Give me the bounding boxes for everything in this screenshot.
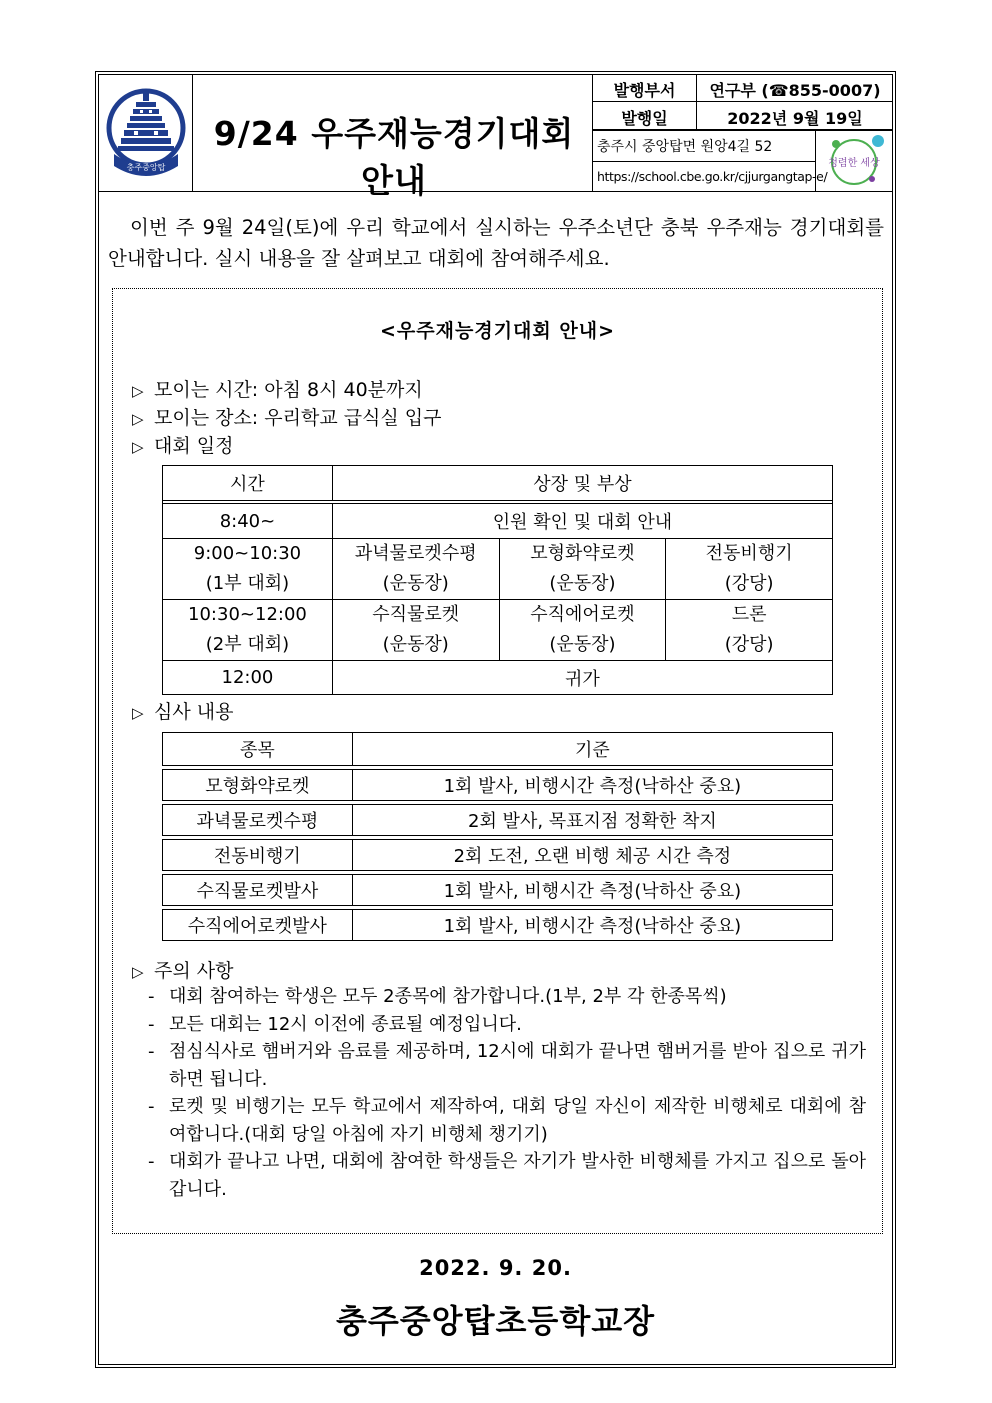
- dept-label: 발행부서: [613, 81, 676, 100]
- table-cell: 전동비행기: [163, 840, 353, 871]
- list-item: - 대회가 끝나고 나면, 대회에 참여한 학생들은 자기가 발사한 비행체를 가지고 집으로 돌아갑니다.: [148, 1151, 866, 1200]
- header-divider: [696, 74, 697, 130]
- judging-table: [162, 732, 833, 941]
- table-row: [163, 600, 833, 661]
- table-cell: 2회 발사, 목표지점 정확한 착지: [352, 805, 832, 836]
- triangle-bullet-icon: ▷: [132, 410, 144, 428]
- table-cell: 10:30~12:00 (2부 대회): [163, 600, 333, 661]
- table-row: [163, 504, 833, 539]
- dept-value: 연구부 (☎855-0007): [709, 81, 881, 100]
- list-item: - 모든 대회는 12시 이전에 종료될 예정입니다.: [148, 1013, 522, 1035]
- table-cell: 전동비행기 (강당): [666, 539, 833, 600]
- school-address: 충주시 중앙탑면 원앙4길 52: [597, 139, 773, 155]
- school-logo-icon: [104, 82, 188, 186]
- triangle-bullet-icon: ▷: [132, 963, 144, 981]
- notes-list: [148, 983, 866, 1203]
- integrity-badge-icon: [822, 132, 888, 188]
- table-row: [163, 770, 833, 801]
- date-label: 발행일: [621, 109, 668, 128]
- bullet-notes: ▷ 주의 사항: [132, 960, 234, 982]
- list-item: - 로켓 및 비행기는 모두 학교에서 제작하여, 대회 당일 자신이 제작한 비행체로 대회에 참여합니다.(대회 당일 아침에 자기 비행체 챙기기): [148, 1096, 866, 1145]
- table-header-cell: 상장 및 부상: [332, 466, 832, 501]
- table-row: [163, 661, 833, 695]
- notice-title: <우주재능경기대회 안내>: [380, 320, 615, 342]
- table-cell: 귀가: [332, 661, 832, 695]
- table-cell: 수직에어로켓발사: [163, 910, 353, 941]
- header-divider: [592, 161, 815, 162]
- table-cell: 1회 발사, 비행시간 측정(낙하산 중요): [352, 875, 832, 906]
- table-row: [163, 539, 833, 600]
- logo-text: 충주중앙탑: [126, 163, 166, 172]
- triangle-bullet-icon: ▷: [132, 704, 144, 722]
- issue-date: 2022. 9. 20.: [419, 1256, 572, 1280]
- schedule-table: [162, 465, 833, 695]
- table-row: [163, 805, 833, 836]
- table-row: [163, 840, 833, 871]
- table-cell: 과녁물로켓수평: [163, 805, 353, 836]
- triangle-bullet-icon: ▷: [132, 438, 144, 456]
- date-value: 2022년 9월 19일: [727, 109, 863, 128]
- table-cell: 수직물로켓발사: [163, 875, 353, 906]
- bullet-time: ▷ 모이는 시간: 아침 8시 40분까지: [132, 379, 423, 401]
- table-cell: 1회 발사, 비행시간 측정(낙하산 중요): [352, 770, 832, 801]
- table-cell: 8:40~: [163, 504, 333, 539]
- table-cell: 드론 (강당): [666, 600, 833, 661]
- table-cell: 1회 발사, 비행시간 측정(낙하산 중요): [352, 910, 832, 941]
- table-cell: 과녁물로켓수평 (운동장): [332, 539, 499, 600]
- list-item: - 점심식사로 햄버거와 음료를 제공하며, 12시에 대회가 끝나면 햄버거를 받아 집으로 귀가하면 됩니다.: [148, 1041, 866, 1090]
- header-divider: [192, 74, 193, 192]
- table-cell: 모형화약로켓 (운동장): [499, 539, 666, 600]
- table-header-cell: 시간: [163, 466, 333, 501]
- school-url-link[interactable]: https://school.cbe.go.kr/cjjurgangtap-e/: [597, 169, 828, 184]
- table-cell: 모형화약로켓: [163, 770, 353, 801]
- page-title: 9/24 우주재능경기대회 안내: [213, 114, 575, 200]
- table-cell: 수직에어로켓 (운동장): [499, 600, 666, 661]
- table-row: [163, 875, 833, 906]
- table-cell: 9:00~10:30 (1부 대회): [163, 539, 333, 600]
- intro-text: 이번 주 9월 24일(토)에 우리 학교에서 실시하는 우주소년단 충북 우주재능 경기대회를 안내합니다. 실시 내용을 잘 살펴보고 대회에 참여해주세요.: [108, 216, 884, 270]
- table-row: [163, 910, 833, 941]
- bullet-judging: ▷ 심사 내용: [132, 701, 234, 723]
- badge-text: 청렴한 세상: [828, 158, 880, 169]
- triangle-bullet-icon: ▷: [132, 382, 144, 400]
- table-header-row: [163, 466, 833, 501]
- table-cell: 인원 확인 및 대회 안내: [332, 504, 832, 539]
- principal-signature: 충주중앙탑초등학교장: [335, 1302, 656, 1340]
- table-header-cell: 기준: [352, 733, 832, 766]
- table-cell: 12:00: [163, 661, 333, 695]
- table-cell: 수직물로켓 (운동장): [332, 600, 499, 661]
- table-header-cell: 종목: [163, 733, 353, 766]
- intro-paragraph: [108, 212, 884, 274]
- bullet-schedule: ▷ 대회 일정: [132, 435, 234, 457]
- table-cell: 2회 도전, 오랜 비행 체공 시간 측정: [352, 840, 832, 871]
- header-divider: [592, 129, 893, 131]
- bullet-place: ▷ 모이는 장소: 우리학교 급식실 입구: [132, 407, 442, 429]
- header-divider: [592, 101, 893, 102]
- list-item: - 대회 참여하는 학생은 모두 2종목에 참가합니다.(1부, 2부 각 한종목씩): [148, 986, 727, 1007]
- table-header-row: [163, 733, 833, 766]
- header-divider: [592, 74, 593, 192]
